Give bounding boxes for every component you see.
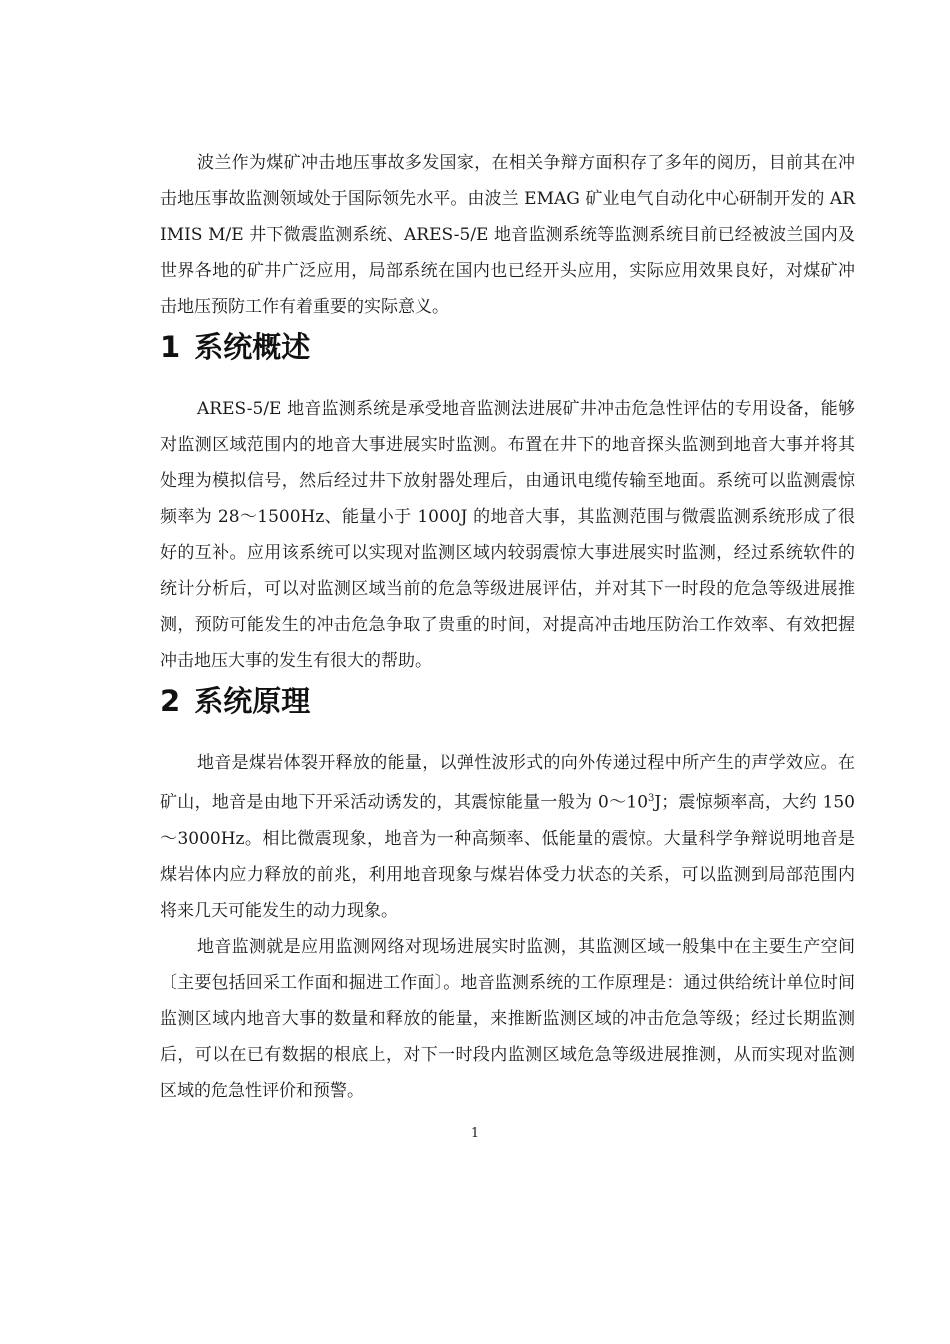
section-1-number: 1 [160,330,181,364]
section-2-para1-text-b: J；震惊频率高，大约 150～3000Hz。相比微震现象，地音为一种高频率、低能量的震惊。大量科学争辩说明地音是煤岩体内应力释放的前兆，利用地音现象与煤岩体受力状态的关系，可以监测到局部范围内将来几天可能发生的动力现象。 [160,792,855,921]
intro-paragraph: 波兰作为煤矿冲击地压事故多发国家，在相关争辩方面积存了多年的阅历，目前其在冲击地压事故监测领域处于国际领先水平。由波兰 EMAG 矿业电气自动化中心研制开发的 ARIMIS M/E 井下微震监测系统、ARES-5/E 地音监测系统等监测系统目前已经被波兰国内及世界各地的矿井广泛应用，局部系统在国内也已经开头应用，实际应用效果良好，对煤矿冲击地压预防工作有着重要的实际意义。 [160,153,855,317]
section-1-heading [160,325,855,369]
section-1-title: 系统概述 [194,330,311,364]
section-2-title: 系统原理 [194,684,311,718]
exponent: 3 [648,793,655,804]
section-2-para1-text-a: 地音是煤岩体裂开释放的能量，以弹性波形式的向外传递过程中所产生的声学效应。在矿山，地音是由地下开采活动诱发的，其震惊能量一般为 0～10 [160,753,855,813]
section-2-number: 2 [160,684,181,718]
section-2-paragraph-1 [160,745,855,929]
page-number: 1 [470,1126,480,1141]
page-content [160,145,855,1109]
section-1-paragraph: ARES-5/E 地音监测系统是承受地音监测法进展矿井冲击危急性评估的专用设备，能够对监测区域范围内的地音大事进展实时监测。布置在井下的地音探头监测到地音大事并将其处理为模拟信号，然后经过井下放射器处理后，由通讯电缆传输至地面。系统可以监测震惊频率为 28～1500Hz、能量小于 1000J 的地音大事，其监测范围与微震监测系统形成了很好的互补。应用该系统可以实现对监测区域内较弱震惊大事进展实时监测，经过系统软件的统计分析后，可以对监测区域当前的危急等级进展评估，并对其下一时段的危急等级进展推测，预防可能发生的冲击危急争取了贵重的时间，对提高冲击地压防治工作效率、有效把握冲击地压大事的发生有很大的帮助。 [160,399,855,671]
section-2-paragraph-2: 地音监测就是应用监测网络对现场进展实时监测，其监测区域一般集中在主要生产空间〔主要包括回采工作面和掘进工作面〕。地音监测系统的工作原理是：通过供给统计单位时间监测区域内地音大事的数量和释放的能量，来推断监测区域的冲击危急等级；经过长期监测后，可以在已有数据的根底上，对下一时段内监测区域危急等级进展推测，从而实现对监测区域的危急性评价和预警。 [160,936,855,1101]
section-2-heading [160,679,855,723]
